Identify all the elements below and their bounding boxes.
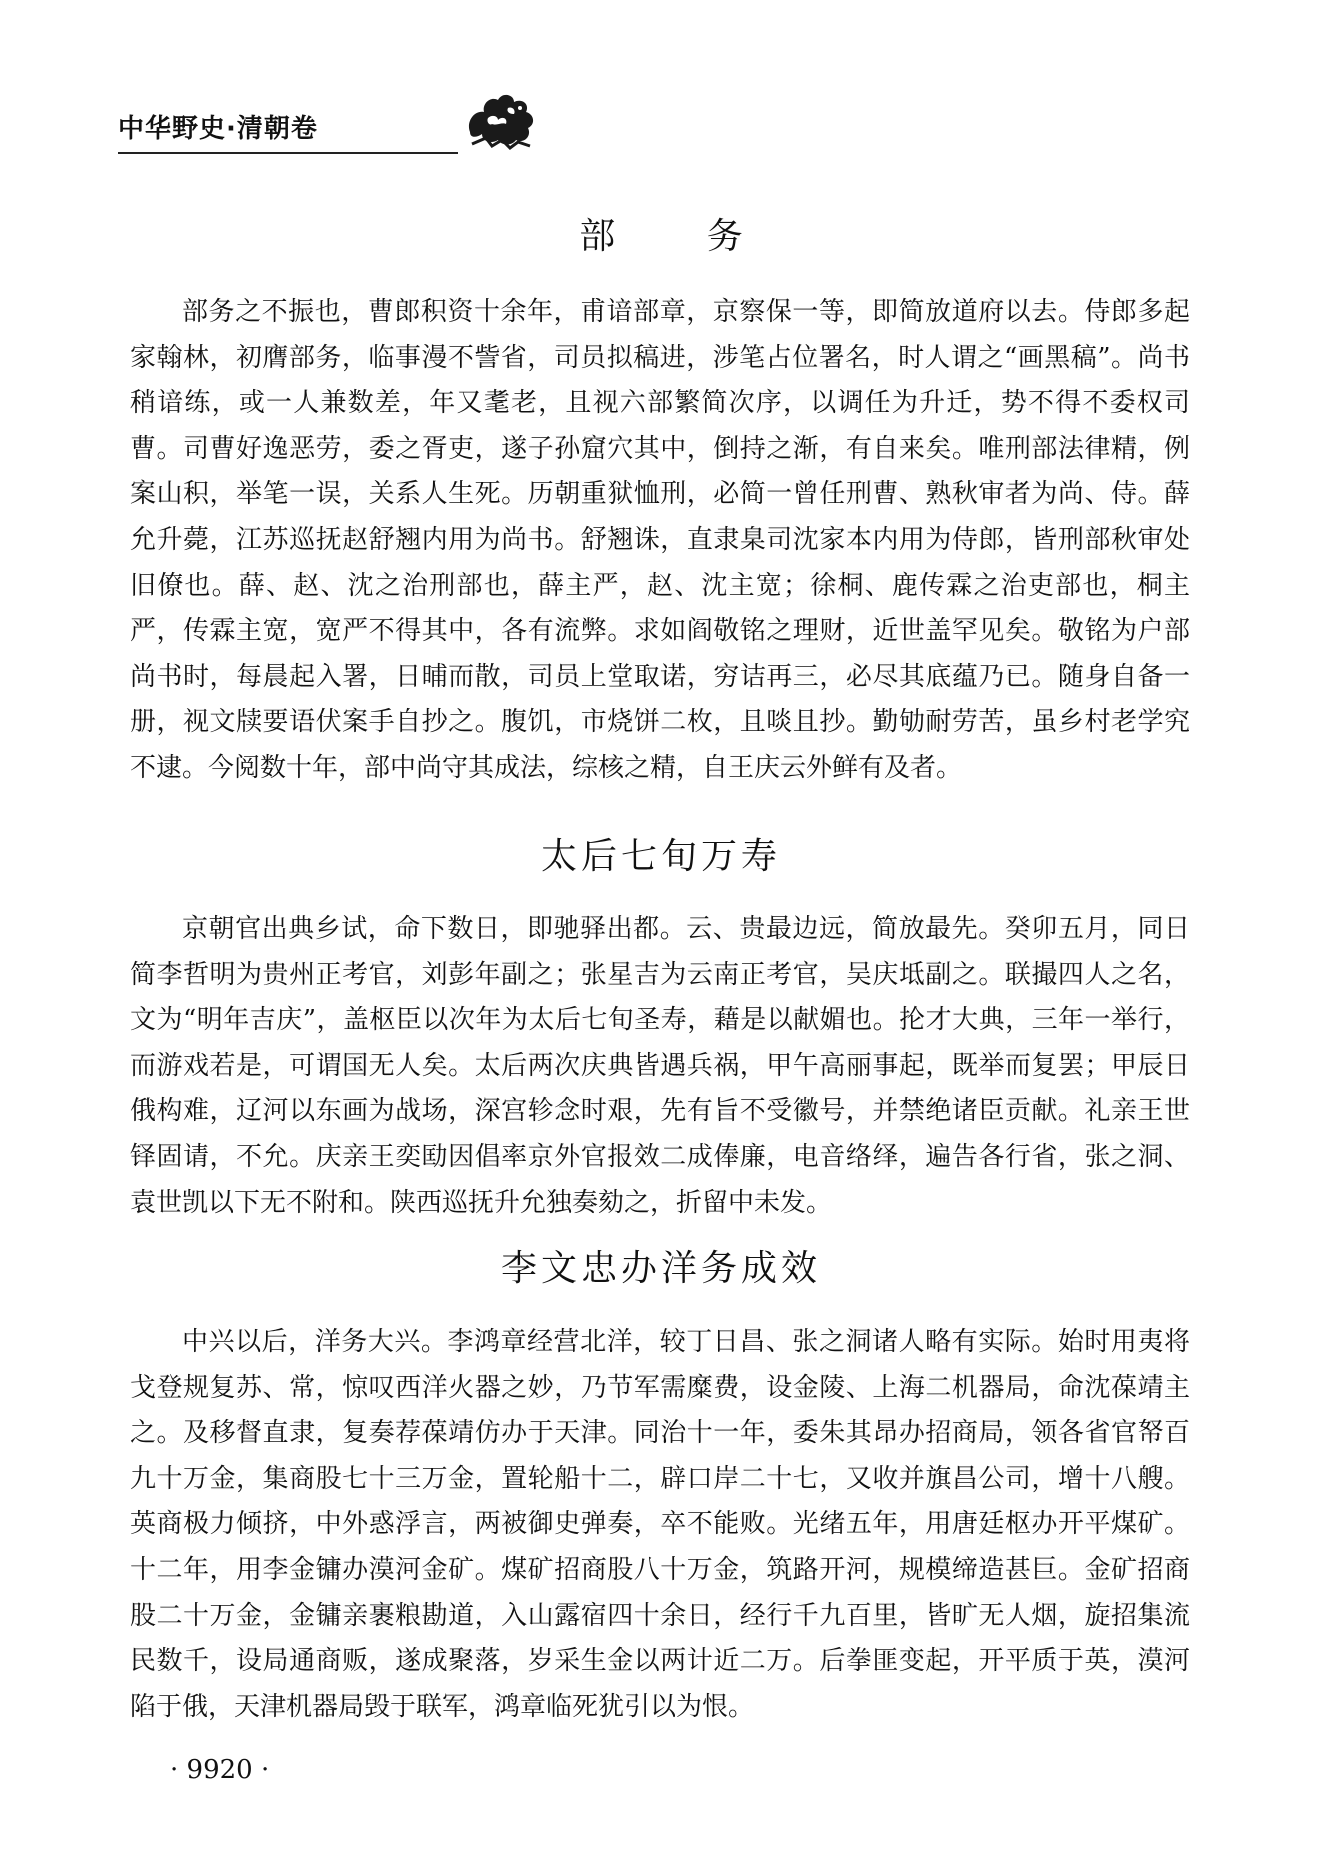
page-number: · 9920 · xyxy=(170,1755,270,1785)
section-body-taihou: 京朝官出典乡试，命下数日，即驰驿出都。云、贵最边远，简放最先。癸卯五月，同日简李哲明为贵州正考官，刘彭年副之；张星吉为云南正考官，吴庆坻副之。联撮四人之名，文为“明年吉庆”，盖枢臣以次年为太后七旬圣寿，藉是以献媚也。抡才大典，三年一举行，而游戏若是，可谓国无人矣。太后两次庆典皆遇兵祸，甲午高丽事起，既举而复罢；甲辰日俄构难，辽河以东画为战场，深宫轸念时艰，先有旨不受徽号，并禁绝诸臣贡献。礼亲王世铎固请，不允。庆亲王奕劻因倡率京外官报效二成俸廉，电音络绎，遍告各行省，张之洞、袁世凯以下无不附和。陕西巡抚升允独奏劾之，折留中未发。 xyxy=(130,914,1190,1218)
section-title-taihou: 太后七旬万寿 xyxy=(540,836,781,877)
section-title-li-wenzhong: 李文忠办洋务成效 xyxy=(500,1248,821,1289)
section-title-bu-wu: 部 务 xyxy=(579,216,783,257)
section-body-bu-wu: 部务之不振也，曹郎积资十余年，甫谙部章，京察保一等，即简放道府以去。侍郎多起家翰林，初膺部务，临事漫不訾省，司员拟稿进，涉笔占位署名，时人谓之“画黑稿”。尚书稍谙练，或一人兼数差，年又耄老，且视六部繁简次序，以调任为升迁，势不得不委权司曹。司曹好逸恶劳，委之胥吏，遂子孙窟穴其中，倒持之渐，有自来矣。唯刑部法律精，例案山积，举笔一误，关系人生死。历朝重狱恤刑，必简一曾任刑曹、熟秋审者为尚、侍。薛允升薨，江苏巡抚赵舒翘内用为尚书。舒翘诛，直隶臬司沈家本内用为侍郎，皆刑部秋审处旧僚也。薛、赵、沈之治刑部也，薛主严，赵、沈主宽；徐桐、鹿传霖之治吏部也，桐主严，传霖主宽，宽严不得其中，各有流弊。求如阎敬铭之理财，近世盖罕见矣。敬铭为户部尚书时，每晨起入署，日晡而散，司员上堂取诺，穷诘再三，必尽其底蕴乃已。随身自备一册，视文牍要语伏案手自抄之。腹饥，市烧饼二枚，且啖且抄。勤劬耐劳苦，虽乡村老学究不逮。今阅数十年，部中尚守其成法，综核之精，自王庆云外鲜有及者。 xyxy=(130,297,1190,783)
running-head-title: 中华野史·清朝卷 xyxy=(118,114,318,144)
dragon-ornament xyxy=(462,88,540,150)
header-rule xyxy=(118,152,458,154)
section-body-li-wenzhong: 中兴以后，洋务大兴。李鸿章经营北洋，较丁日昌、张之洞诸人略有实际。始时用夷将戈登规复苏、常，惊叹西洋火器之妙，乃节军需糜费，设金陵、上海二机器局，命沈葆靖主之。及移督直隶，复奏荐葆靖仿办于天津。同治十一年，委朱其昂办招商局，领各省官帑百九十万金，集商股七十三万金，置轮船十二，辟口岸二十七，又收并旗昌公司，增十八艘。英商极力倾挤，中外惑浮言，两被御史弹奏，卒不能败。光绪五年，用唐廷枢办开平煤矿。十二年，用李金镛办漠河金矿。煤矿招商股八十万金，筑路开河，规模缔造甚巨。金矿招商股二十万金，金镛亲裹粮勘道，入山露宿四十余日，经行千九百里，皆旷无人烟，旋招集流民数千，设局通商贩，遂成聚落，岁采生金以两计近二万。后拳匪变起，开平质于英，漠河陷于俄，天津机器局毁于联军，鸿章临死犹引以为恨。 xyxy=(130,1327,1190,1722)
